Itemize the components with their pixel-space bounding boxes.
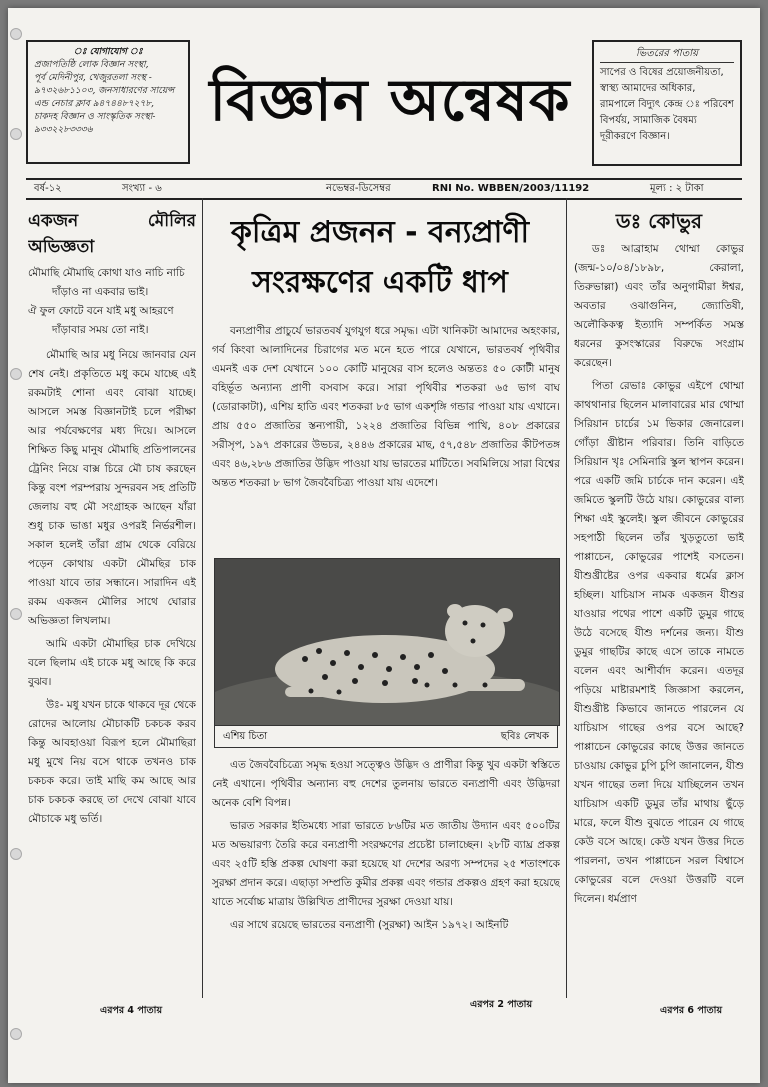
cheetah-illustration [215, 559, 559, 725]
inside-item: দূরীকরণে বিজ্ঞান। [600, 131, 670, 142]
headline-line: সংরক্ষণের একটি ধাপ [252, 265, 508, 300]
main-headline [210, 208, 550, 308]
left-article-heading: একজন মৌলির অভিজ্ঞতা [28, 211, 196, 257]
issue-label: সংখ্যা - ৬ [122, 183, 162, 194]
left-paragraph: আমি একটা মৌমাছির চাক দেখিয়ে বলে ছিলাম এই চাকে মধু আছে কি করে বুঝব। [28, 638, 196, 688]
continued-label: এরপর 2 পাতায় [470, 999, 533, 1010]
poem-line: ঐ ফুল ফোটে বনে যাই মধু আহরণে [28, 305, 174, 317]
inside-heading: ভিতরের পাতায় [600, 46, 734, 63]
inside-item: রামপালে বিদ্যুৎ কেন্দ্র ঃ পরিবেশ [600, 99, 734, 110]
punch-hole [10, 848, 22, 860]
center-paragraph: বন্যপ্রাণীর প্রাচুর্যে ভারতবর্ষ যুগযুগ ধরে সমৃদ্ধ। এটা খানিকটা আমাদের অহংকার, গর্ব কিংবা আলাদিনের চিরাগের মত মনে হতে পারে যেখানে, ভারতবর্ষ পৃথিবীর এমনই এক দেশ যেখানে ১০০ কোটি মানুষের বাস হলেও অন্ততঃ ৫০ কোটী মানুষ বহির্ভূত অন্যান্য প্রাণী বসবাস করে। সারা পৃথিবীর শতকরা ৬৫ ভাগ বাঘ (ডোরাকাটা), এশিয় হাতি এবং শতকরা ৮৫ ভাগ একশৃঙ্গি গন্ডার পাওয়া যায় এখানে। প্রায় ৫৫০ প্রজাতির স্তন্যপায়ী, ১২২৪ প্রজাতির বিভিন্ন পাখি, ৪০৮ প্রকারের সরীসৃপ, ১৯৭ প্রকারের উভচর, ২৪৪৬ প্রকারের মাছ, ৫৭,৫৪৮ প্রজাতির কীটপতঙ্গ এবং ৪৬,২৮৬ প্রজাতির উদ্ভিদ পাওয়া যায় ভারতের মাটিতে। সবমিলিয়ে সারা বিশ্বের অন্তত শতকরা ৮ ভাগ জৈববৈচিত্র্য পাওয়া যায় এদেশে। [212, 325, 560, 489]
punch-hole [10, 1028, 22, 1040]
left-column [28, 208, 196, 998]
continued-label: এরপর 4 পাতায় [100, 1005, 163, 1016]
left-paragraph: মৌমাছি আর মধু নিয়ে জানবার যেন শেষ নেই। প্রকৃতিতে মধু কমে যাচ্ছে এই রকমটাই শোনা এবং বোঝা যাচ্ছে। আসলে সমস্ত বিজ্ঞানটাই চলে পরীক্ষা আর পর্যবেক্ষণের মধ্য দিয়ে। আসলে শিক্ষিত কিছু মানুষ মৌমাছি প্রতিপালনের ট্রেনিং নিয়ে বাক্স চিরে মৌ চাষ করছেন কিন্তু বংশ পরম্পরায় সুন্দরবন সহ প্রতিটি জেলায় বহু মৌ সংগ্রাহক আছেন যাঁরা শুধু চাক ভাঙা মধুর ওপরই নির্ভরশীল। সকাল হলেই তাঁরা গ্রাম থেকে বেরিয়ে পড়েন কোথায় একটা মৌমছির চাক পাওয়া যাবে তার সন্ধানে। সারাদিন এই রকম একজন মৌলির সাথে ঘোরার অভিজ্ঞতা লিখলাম। [28, 349, 196, 627]
center-column-bottom [212, 756, 560, 996]
punch-hole [10, 128, 22, 140]
contact-line: ৯৭৩২৬৮১১০৩, জনসাধারণের সায়েন্স [34, 86, 175, 96]
contact-box [26, 40, 190, 164]
inside-item: স্বাস্থ্য আমাদের অধিকার, [600, 83, 696, 94]
year-label: বর্ষ-১২ [34, 183, 62, 194]
contact-line: পূর্ব মেদিনীপুর, খেজুরতলা সংস্থ - [34, 73, 152, 83]
contact-line: চাকদহ বিজ্ঞান ও সাংস্কৃতিক সংস্থা- [34, 112, 156, 122]
contact-line: প্রজাপতিষ্ঠি লোক বিজ্ঞান সংস্থা, [34, 60, 149, 70]
contact-line: ৯৩৩২২৮৩৩৩৬ [34, 125, 93, 135]
photo-credit: ছবিঃ লেখক [500, 731, 549, 742]
right-article-heading: ডঃ কোভুর [615, 209, 703, 233]
right-paragraph: পিতা রেভাঃ কোভুর এইপে থোম্মা কাথথানার ছিলেন মালাবারের মার থোম্মা সিরিয়ান চার্চের ১ম ভিকার জেনারেল। গোঁড়া খ্রীষ্টান পরিবার। তিনি বাড়িতে সিরিয়ান খৃঃ সেমিনারি স্কুল স্থাপন করেন। পরে একটি জমি চার্চকে দান করেন। এই জমিতে স্কুলটি উঠে যায়। কোভুরের বাল্য শিক্ষা এই স্কুলেই। স্কুল জীবনে কোভুরের সহপাঠী ছিলেন তাঁর খুড়তুতো ভাই পাপ্পাচেন, কোভুরের পাশেই বসতেন। যীশুখ্রীষ্টের ওপর একবার ধর্মের ক্লাস হচ্ছিল। যাচিয়াস নামক একজন যীশুর যাওয়ার পথের পাশে একটি ডুমুর গাছে উঠে বসেছে যীশু দর্শনের জন্য। যীশু ডুমুর গাছটির কাছে এসে তাকে নামতে বলেন এবং আশীর্বাদ করেন। এতদূর পড়িয়ে মাষ্টারমশাই জিজ্ঞাসা করলেন, যীশুখ্রীষ্ট কিভাবে জানতে পারলেন যে যাচিয়াস গাছের ওপর বসে আছে? পাপ্পাচেন কোভুরের কাছে উত্তর জানতে চাওয়ায় কোভুর চুপি চুপি জানালেন, যীশু যখন গাছের তলা দিয়ে যাচ্ছিলেন তখন যাচিয়াস একটি ডুমুর তাঁর মাথায় ছুঁড়ে মারে, ফলে যীশু বুঝতে পারেন যে গাছে কেউ বসে আছে। কেউ যখন উত্তর দিতে পারলনা, তখন পাপ্পাচেন সরল বিশ্বাসে কোভুরের বলে দেওয়া উত্তরটি বলে দিলেন। ধর্মপ্রাণ [574, 380, 744, 905]
left-paragraph: উঃ- মধু যখন চাকে থাকবে দূর থেকে রোদের আলোয় মৌচাকটি চকচক করব কিন্তু আবহাওয়া বিরূপ হলে মৌমাছিরা মধু মুখে নিয় বসে থাকে তখনও চাক চকচক করে। তাই মাছি কম আছে আর চাক চকচক করছে তা দেখে বোঝা যাবে মৌচাকে মধু ভর্তি। [28, 699, 196, 825]
inside-item: বিপর্যয়, সামাজিক বৈষম্য [600, 115, 697, 126]
poem-line: দাঁড়াও না একবার ভাই। [52, 286, 149, 298]
poem [28, 264, 196, 340]
continued-label: এরপর 6 পাতায় [660, 1005, 723, 1016]
column-divider [202, 198, 203, 998]
price-label: মূল্য : ২ টাকা [650, 183, 704, 194]
punch-hole [10, 368, 22, 380]
month-label: নভেম্বর-ডিসেম্বর [326, 183, 391, 194]
masthead-title: বিজ্ঞান অন্বেষক [209, 66, 571, 134]
punch-hole [10, 608, 22, 620]
inside-pages-box [592, 40, 742, 166]
photo-caption: এশিয় চিতা [223, 731, 268, 742]
poem-line: দাঁড়াবার সময় তো নাই। [52, 324, 149, 336]
punch-hole [10, 28, 22, 40]
contact-heading: ঃ যোগাযোগ ঃ [73, 47, 143, 57]
headline-line: কৃত্রিম প্রজনন - বন্যপ্রাণী [230, 215, 530, 250]
column-divider [566, 198, 567, 998]
contact-line: এন্ড নেচার ক্লাব ৯৪৭৪৪৮৭২৭৮, [34, 99, 155, 109]
right-column [574, 206, 744, 996]
inside-item: সাপের ও বিষের প্রয়োজনীয়তা, [600, 67, 724, 78]
center-paragraph: এত জৈববৈচিত্র্যে সমৃদ্ধ হওয়া সত্ত্বেও উদ্ভিদ ও প্রাণীরা কিন্তু খুব একটা স্বস্তিতে নেই এখানে। পৃথিবীর অন্যান্য বহু দেশের তুলনায় ভারতে বন্যপ্রাণী এবং উদ্ভিদরা অনেক বেশি বিপন্ন। [212, 759, 560, 809]
center-paragraph: ভারত সরকার ইতিমধ্যে সারা ভারতে ৮৬টির মত জাতীয় উদ্যান এবং ৫০০টির মত অভয়ারণ্য তৈরি করে বন্যপ্রাণী সংরক্ষণের প্রচেষ্টা চালাচ্ছেন। ২৮টি ব্যাঘ্র প্রকল্প এবং ২৫টি হস্তি প্রকল্প ঘোষণা করা হয়েছে যা দেশের অরণ্য সম্পদের ২৫ শতাংশকে সুরক্ষা প্রদান করে। এছাড়া সম্প্রতি কুমীর প্রকল্প এবং গন্ডার প্রকল্পও গ্রহণ করা হয়েছে যাতে সর্বোচ্চ মাত্রায় উল্লিখিত প্রাণীদের সুরক্ষা দেওয়া যায়। [212, 820, 560, 908]
photo-caption-bar [214, 726, 558, 748]
right-paragraph: ডঃ আব্রাহাম থোম্মা কোভুর (জন্ম-১০/০৪/১৮৯৮, কেরালা, তিরুভাল্লা) এবং তাঁর অনুগামীরা ঈশ্বর, অবতার ওঝাগুনিন, জ্যোতিষী, অলৌকিকত্ব ইত্যাদি সম্পর্কিত সমস্ত ধরনের কুসংস্কারের বিরুদ্ধে সংগ্রাম করেছেন। [574, 243, 744, 369]
issue-info-bar [26, 178, 742, 200]
center-column-top [212, 322, 560, 552]
poem-line: মৌমাছি মৌমাছি কোথা যাও নাচি নাচি [28, 267, 185, 279]
cheetah-photo [214, 558, 560, 726]
center-paragraph: এর সাথে রয়েছে ভারতের বন্যপ্রাণী (সুরক্ষা) আইন ১৯৭২। আইনটি [230, 919, 509, 931]
rni-number: RNI No. WBBEN/2003/11192 [432, 183, 590, 194]
